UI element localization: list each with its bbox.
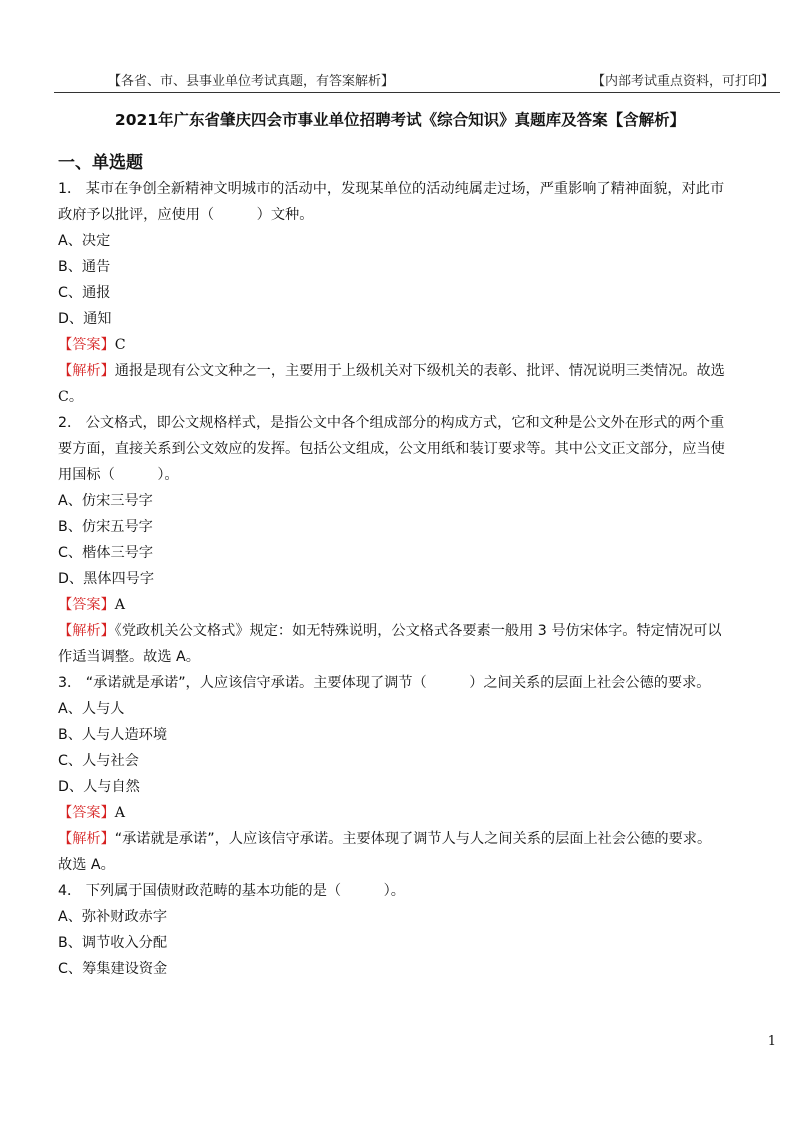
analysis-line — [58, 358, 780, 384]
header-left-text: 【各省、市、县事业单位考试真题，有答案解析】 — [108, 74, 395, 89]
analysis-line-cont: 作适当调整。故选 A。 — [58, 649, 200, 665]
option-d: D、黑体四号字 — [58, 571, 155, 587]
question-text-line: 用国标（ ）。 — [58, 467, 179, 483]
header-right-text: 【内部考试重点资料，可打印】 — [591, 74, 774, 89]
question-text-line: 政府予以批评，应使用（ ）文种。 — [58, 207, 314, 223]
page-header — [64, 66, 780, 90]
question-text-line: 4． 下列属于国债财政范畴的基本功能的是（ ）。 — [58, 883, 405, 899]
page-number: 1 — [767, 1034, 776, 1049]
answer-line — [58, 800, 780, 826]
question-text-line: 要方面，直接关系到公文效应的发挥。包括公文组成，公文用纸和装订要求等。其中公文正文部分，应当使 — [58, 441, 725, 457]
answer-tag: 【答案】 — [58, 805, 115, 821]
option-a: A、仿宋三号字 — [58, 493, 153, 509]
answer-tag: 【答案】 — [58, 337, 115, 353]
analysis-text: “承诺就是承诺”，人应该信守承诺。主要体现了调节人与人之间关系的层面上社会公德的要求。 — [114, 831, 712, 847]
answer-line — [58, 592, 780, 618]
option-c: C、楷体三号字 — [58, 545, 154, 561]
question-text-line: 2． 公文格式，即公文规格样式，是指公文中各个组成部分的构成方式，它和文种是公文外在形式的两个重 — [58, 415, 725, 431]
header-divider — [54, 92, 780, 93]
answer-value: A — [114, 805, 126, 821]
question-list — [58, 176, 780, 982]
question-1 — [58, 176, 780, 410]
analysis-line-cont: C。 — [58, 389, 84, 405]
option-d: D、通知 — [58, 311, 112, 327]
analysis-text: 通报是现有公文文种之一，主要用于上级机关对下级机关的表彰、批评、情况说明三类情况。故选 — [114, 363, 725, 379]
option-a: A、人与人 — [58, 701, 125, 717]
document-title: 2021年广东省肇庆四会市事业单位招聘考试《综合知识》真题库及答案【含解析】 — [114, 111, 686, 129]
option-a: A、决定 — [58, 233, 111, 249]
answer-line — [58, 332, 780, 358]
option-b: B、通告 — [58, 259, 111, 275]
analysis-line-cont: 故选 A。 — [58, 857, 115, 873]
question-4 — [58, 878, 780, 982]
analysis-line — [58, 826, 780, 852]
answer-tag: 【答案】 — [58, 597, 115, 613]
option-b: B、调节收入分配 — [58, 935, 168, 951]
option-d: D、人与自然 — [58, 779, 140, 795]
option-c: C、通报 — [58, 285, 111, 301]
analysis-tag: 【解析】 — [58, 363, 115, 379]
option-b: B、人与人造环境 — [58, 727, 168, 743]
option-c: C、筹集建设资金 — [58, 961, 168, 977]
question-text-line: 3． “承诺就是承诺”，人应该信守承诺。主要体现了调节（ ）之间关系的层面上社会公德的要求。 — [58, 675, 711, 691]
analysis-tag: 【解析】 — [58, 623, 115, 639]
answer-value: A — [114, 597, 126, 613]
question-3 — [58, 670, 780, 878]
question-2 — [58, 410, 780, 670]
option-c: C、人与社会 — [58, 753, 139, 769]
answer-value: C — [114, 337, 126, 353]
section-heading: 一、单选题 — [58, 153, 143, 173]
option-b: B、仿宋五号字 — [58, 519, 153, 535]
question-text-line: 1． 某市在争创全新精神文明城市的活动中，发现某单位的活动纯属走过场，严重影响了精神面貌，对此市 — [58, 181, 725, 197]
analysis-text: 《党政机关公文格式》规定：如无特殊说明，公文格式各要素一般用 3 号仿宋体字。特定情况可以 — [114, 623, 722, 639]
analysis-line — [58, 618, 780, 644]
analysis-tag: 【解析】 — [58, 831, 115, 847]
option-a: A、弥补财政赤字 — [58, 909, 168, 925]
